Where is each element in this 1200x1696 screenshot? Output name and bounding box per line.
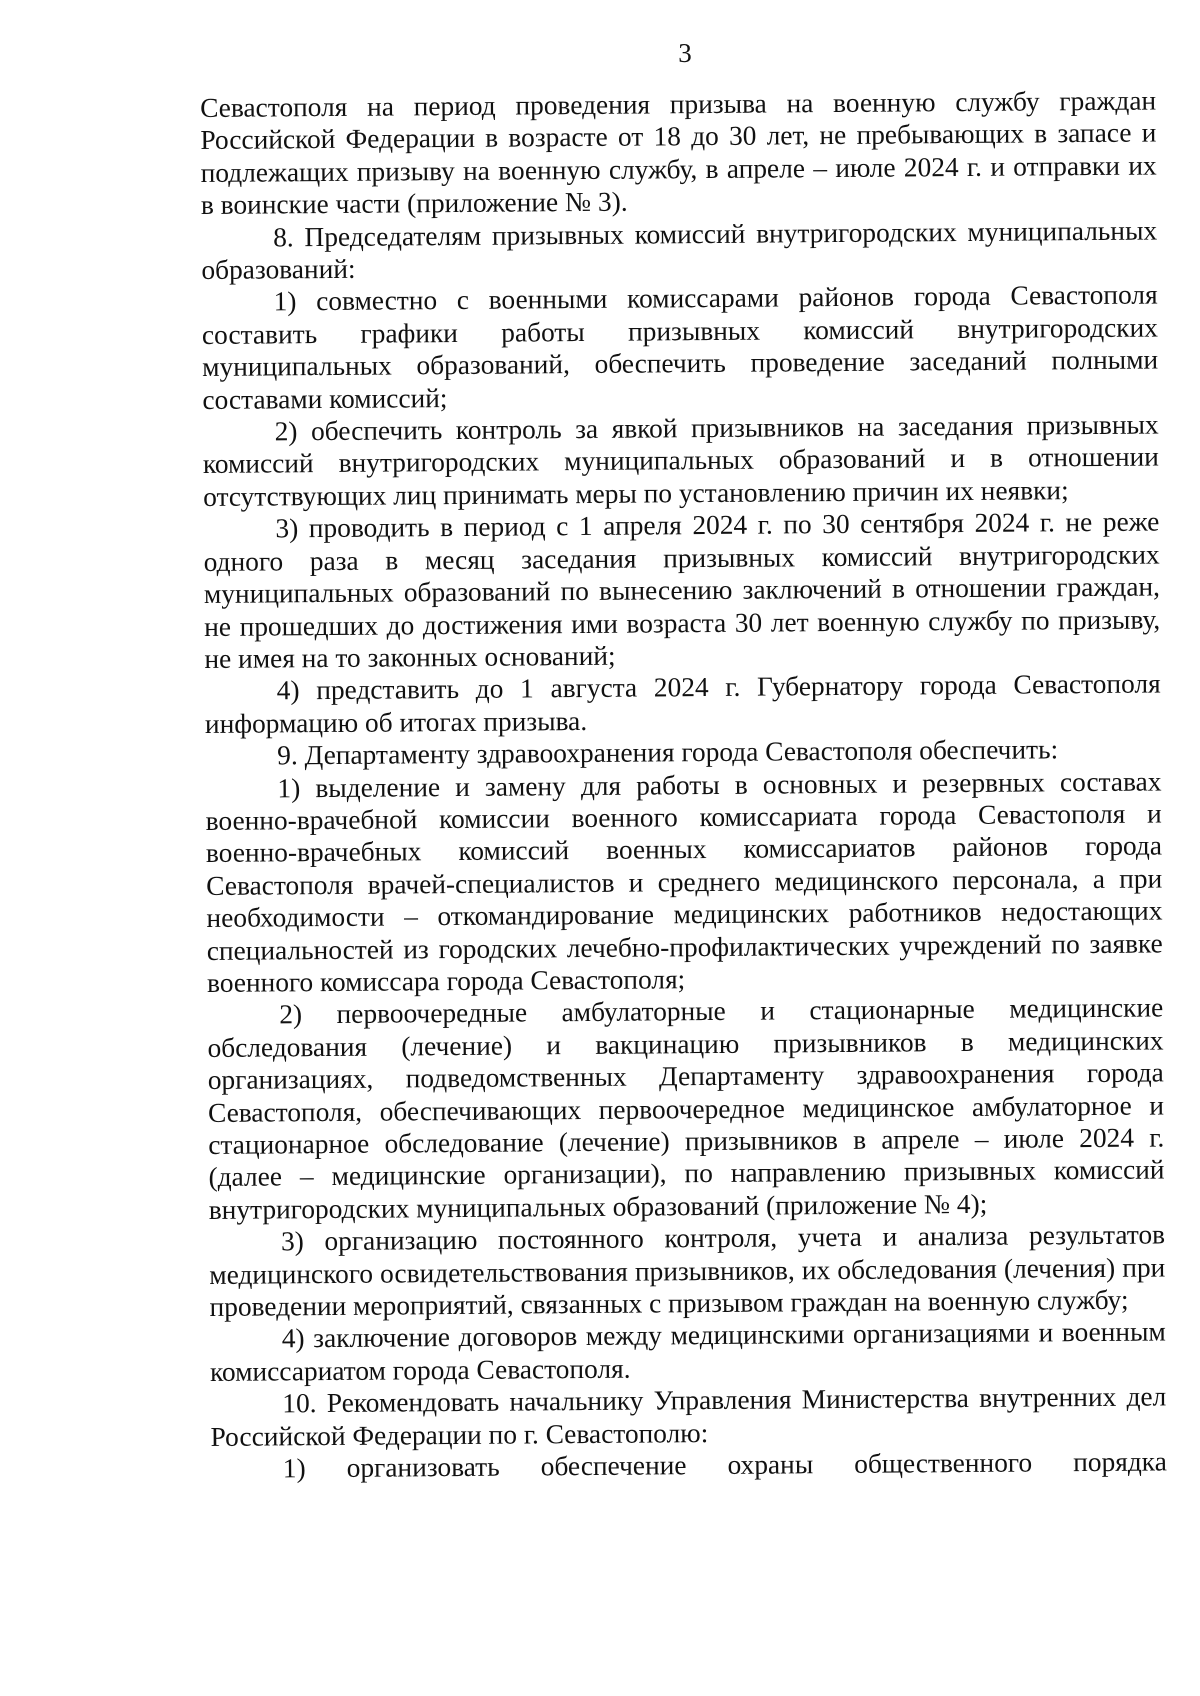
paragraph-item-9-3: 3) организацию постоянного контроля, учета и анализа результатов медицинского освидетельствования призывников, их обследования (лечения) при проведении мероприятий, связанных с призывом граждан на военную службу; xyxy=(209,1219,1166,1322)
paragraph-item-10: 10. Рекомендовать начальнику Управления Министерства внутренних дел Российской Федерации по г. Севастополю: xyxy=(210,1381,1167,1452)
paragraph-item-9-2: 2) первоочередные амбулаторные и стационарные медицинские обследования (лечение) и вакцинацию призывников в медицинских организациях, подведомственных Департаменту здравоохранения города Севастополя, обеспечивающих первоочередное медицинское амбулаторное и стационарное обследование (лечение) призывников в апреле – июле 2024 г. (далее – медицинские организации), по направлению призывных комиссий внутригородских муниципальных образований (приложение № 4); xyxy=(207,992,1165,1225)
paragraph-item-8-4: 4) представить до 1 августа 2024 г. Губернатору города Севастополя информацию об итогах призыва. xyxy=(204,668,1161,739)
paragraph-item-8-1: 1) совместно с военными комиссарами районов города Севастополя составить графики работы призывных комиссий внутригородских муниципальных образований, обеспечить проведение заседаний полными составами комиссий; xyxy=(201,279,1159,415)
paragraph-item-9-4: 4) заключение договоров между медицинскими организациями и военным комиссариатом города Севастополя. xyxy=(209,1316,1166,1387)
paragraph-item-8: 8. Председателям призывных комиссий внутригородских муниципальных образований: xyxy=(201,215,1158,286)
paragraph-item-9: 9. Департаменту здравоохранения города Севастополя обеспечить: xyxy=(277,734,1059,771)
paragraph-item-10-1: 1) организовать обеспечение охраны общественного порядка xyxy=(282,1446,1167,1484)
paragraph-item-8-3: 3) проводить в период с 1 апреля 2024 г. по 30 сентября 2024 г. не реже одного раза в месяц заседания призывных комиссий внутригородских муниципальных образований по вынесению заключений в отношении граждан, не прошедших до достижения ими возраста 30 лет военную службу по призыву, не имея на то законных оснований; xyxy=(203,506,1161,674)
paragraph-continuation: Севастополя на период проведения призыва на военную службу граждан Российской Федерации в возрасте от 18 до 30 лет, не пребывающих в запасе и подлежащих призыву на военную службу, в апреле – июле 2024 г. и отправки их в воинские части (приложение № 3). xyxy=(200,85,1157,221)
document-body xyxy=(200,84,1167,1485)
page-number: 3 xyxy=(678,38,692,68)
paragraph-item-9-1: 1) выделение и замену для работы в основных и резервных составах военно-врачебной комиссии военного комиссариата города Севастополя и военно-врачебных комиссий военных комиссариатов районов города Севастополя врачей-специалистов и среднего медицинского персонала, а при необходимости – откомандирование медицинских работников недостающих специальностей из городских лечебно-профилактических учреждений по заявке военного комиссара города Севастополя; xyxy=(205,766,1163,998)
paragraph-item-8-2: 2) обеспечить контроль за явкой призывников на заседания призывных комиссий внутригородских муниципальных образований и в отношении отсутствующих лиц принимать меры по установлению причин их неявки; xyxy=(202,409,1160,512)
